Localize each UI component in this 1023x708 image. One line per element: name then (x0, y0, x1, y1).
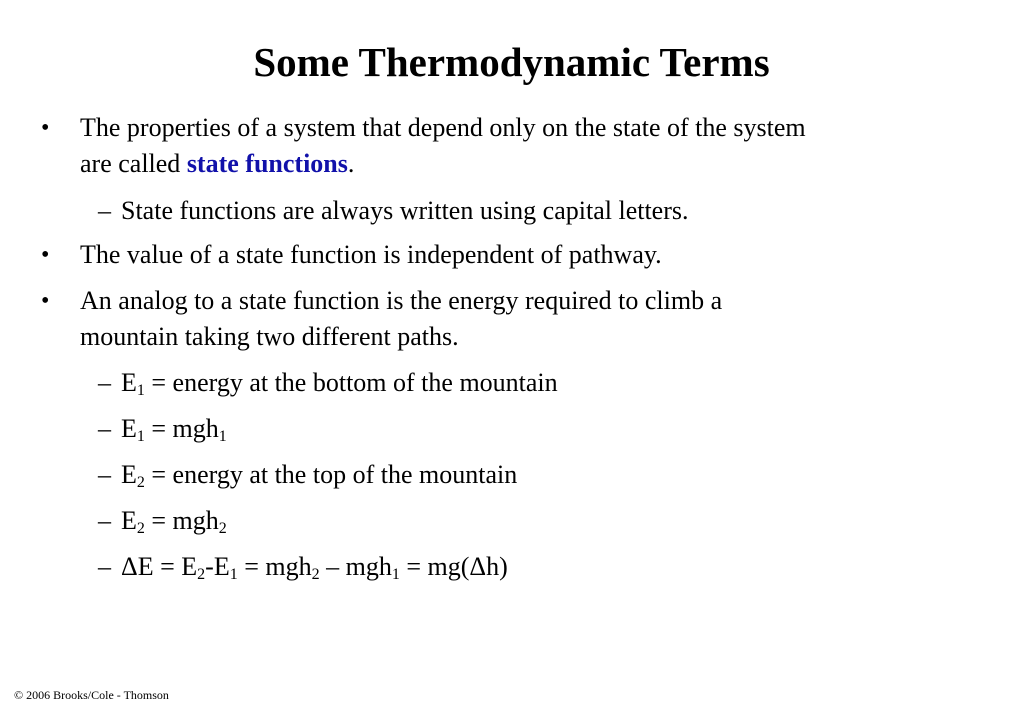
equation-3-var: E (121, 460, 137, 489)
equation-2-rest: = mgh (144, 414, 219, 443)
slide-title: Some Thermodynamic Terms (253, 39, 770, 85)
bullet-2-text: The value of a state function is independent of pathway. (80, 240, 662, 269)
equation-1-rest: = energy at the bottom of the mountain (144, 368, 558, 397)
dash-icon: – (98, 414, 111, 443)
equation-4-var: E (121, 506, 137, 535)
dash-icon: – (98, 460, 111, 489)
dash-icon: – (98, 196, 111, 225)
equation-5-part-1: ΔE = E (121, 552, 198, 581)
bullet-1-text-line2 (80, 147, 354, 181)
equation-4-rest: = mgh (144, 506, 219, 535)
bullet-1-text-line1: The properties of a system that depend only on the state of the system (80, 113, 806, 142)
bullet-3-text-line2: mountain taking two different paths. (80, 322, 459, 351)
equation-2-text (121, 412, 227, 446)
equation-4-text (121, 504, 227, 538)
equation-3-rest: = energy at the top of the mountain (144, 460, 518, 489)
equation-5-part-2: -E (205, 552, 230, 581)
bullet-icon: • (41, 115, 50, 141)
state-functions-term: state functions (186, 149, 348, 178)
dash-icon: – (98, 506, 111, 535)
equation-5-sub-2: 1 (229, 566, 238, 583)
copyright-footer: © 2006 Brooks/Cole - Thomson (14, 688, 169, 702)
equation-4-subscript-2: 2 (218, 520, 227, 537)
bullet-3-text-line1: An analog to a state function is the energy required to climb a (80, 286, 723, 315)
equation-5-part-5: = mg(Δh) (399, 552, 508, 581)
equation-1-text (121, 366, 558, 400)
equation-5-sub-1: 2 (197, 566, 206, 583)
dash-icon: – (98, 368, 111, 397)
equation-1-var: E (121, 368, 137, 397)
dash-icon: – (98, 552, 111, 581)
equation-5-part-3: = mgh (237, 552, 312, 581)
bullet-1-text-suffix: . (347, 149, 355, 178)
equation-1-subscript: 1 (136, 382, 145, 399)
equation-2-subscript: 1 (136, 428, 145, 445)
equation-5-sub-4: 1 (391, 566, 400, 583)
bullet-icon: • (41, 288, 50, 314)
bullet-icon: • (41, 242, 50, 268)
bullet-1-text-prefix: are called (80, 149, 187, 178)
equation-5-part-4: – mgh (319, 552, 392, 581)
equation-5-sub-3: 2 (311, 566, 320, 583)
equation-3-subscript: 2 (136, 474, 145, 491)
sub-bullet-1-text: State functions are always written using capital letters. (121, 196, 689, 225)
equation-2-var: E (121, 414, 137, 443)
equation-3-text (121, 458, 517, 492)
equation-5-text (121, 550, 508, 584)
equation-2-subscript-2: 1 (218, 428, 227, 445)
equation-4-subscript: 2 (136, 520, 145, 537)
